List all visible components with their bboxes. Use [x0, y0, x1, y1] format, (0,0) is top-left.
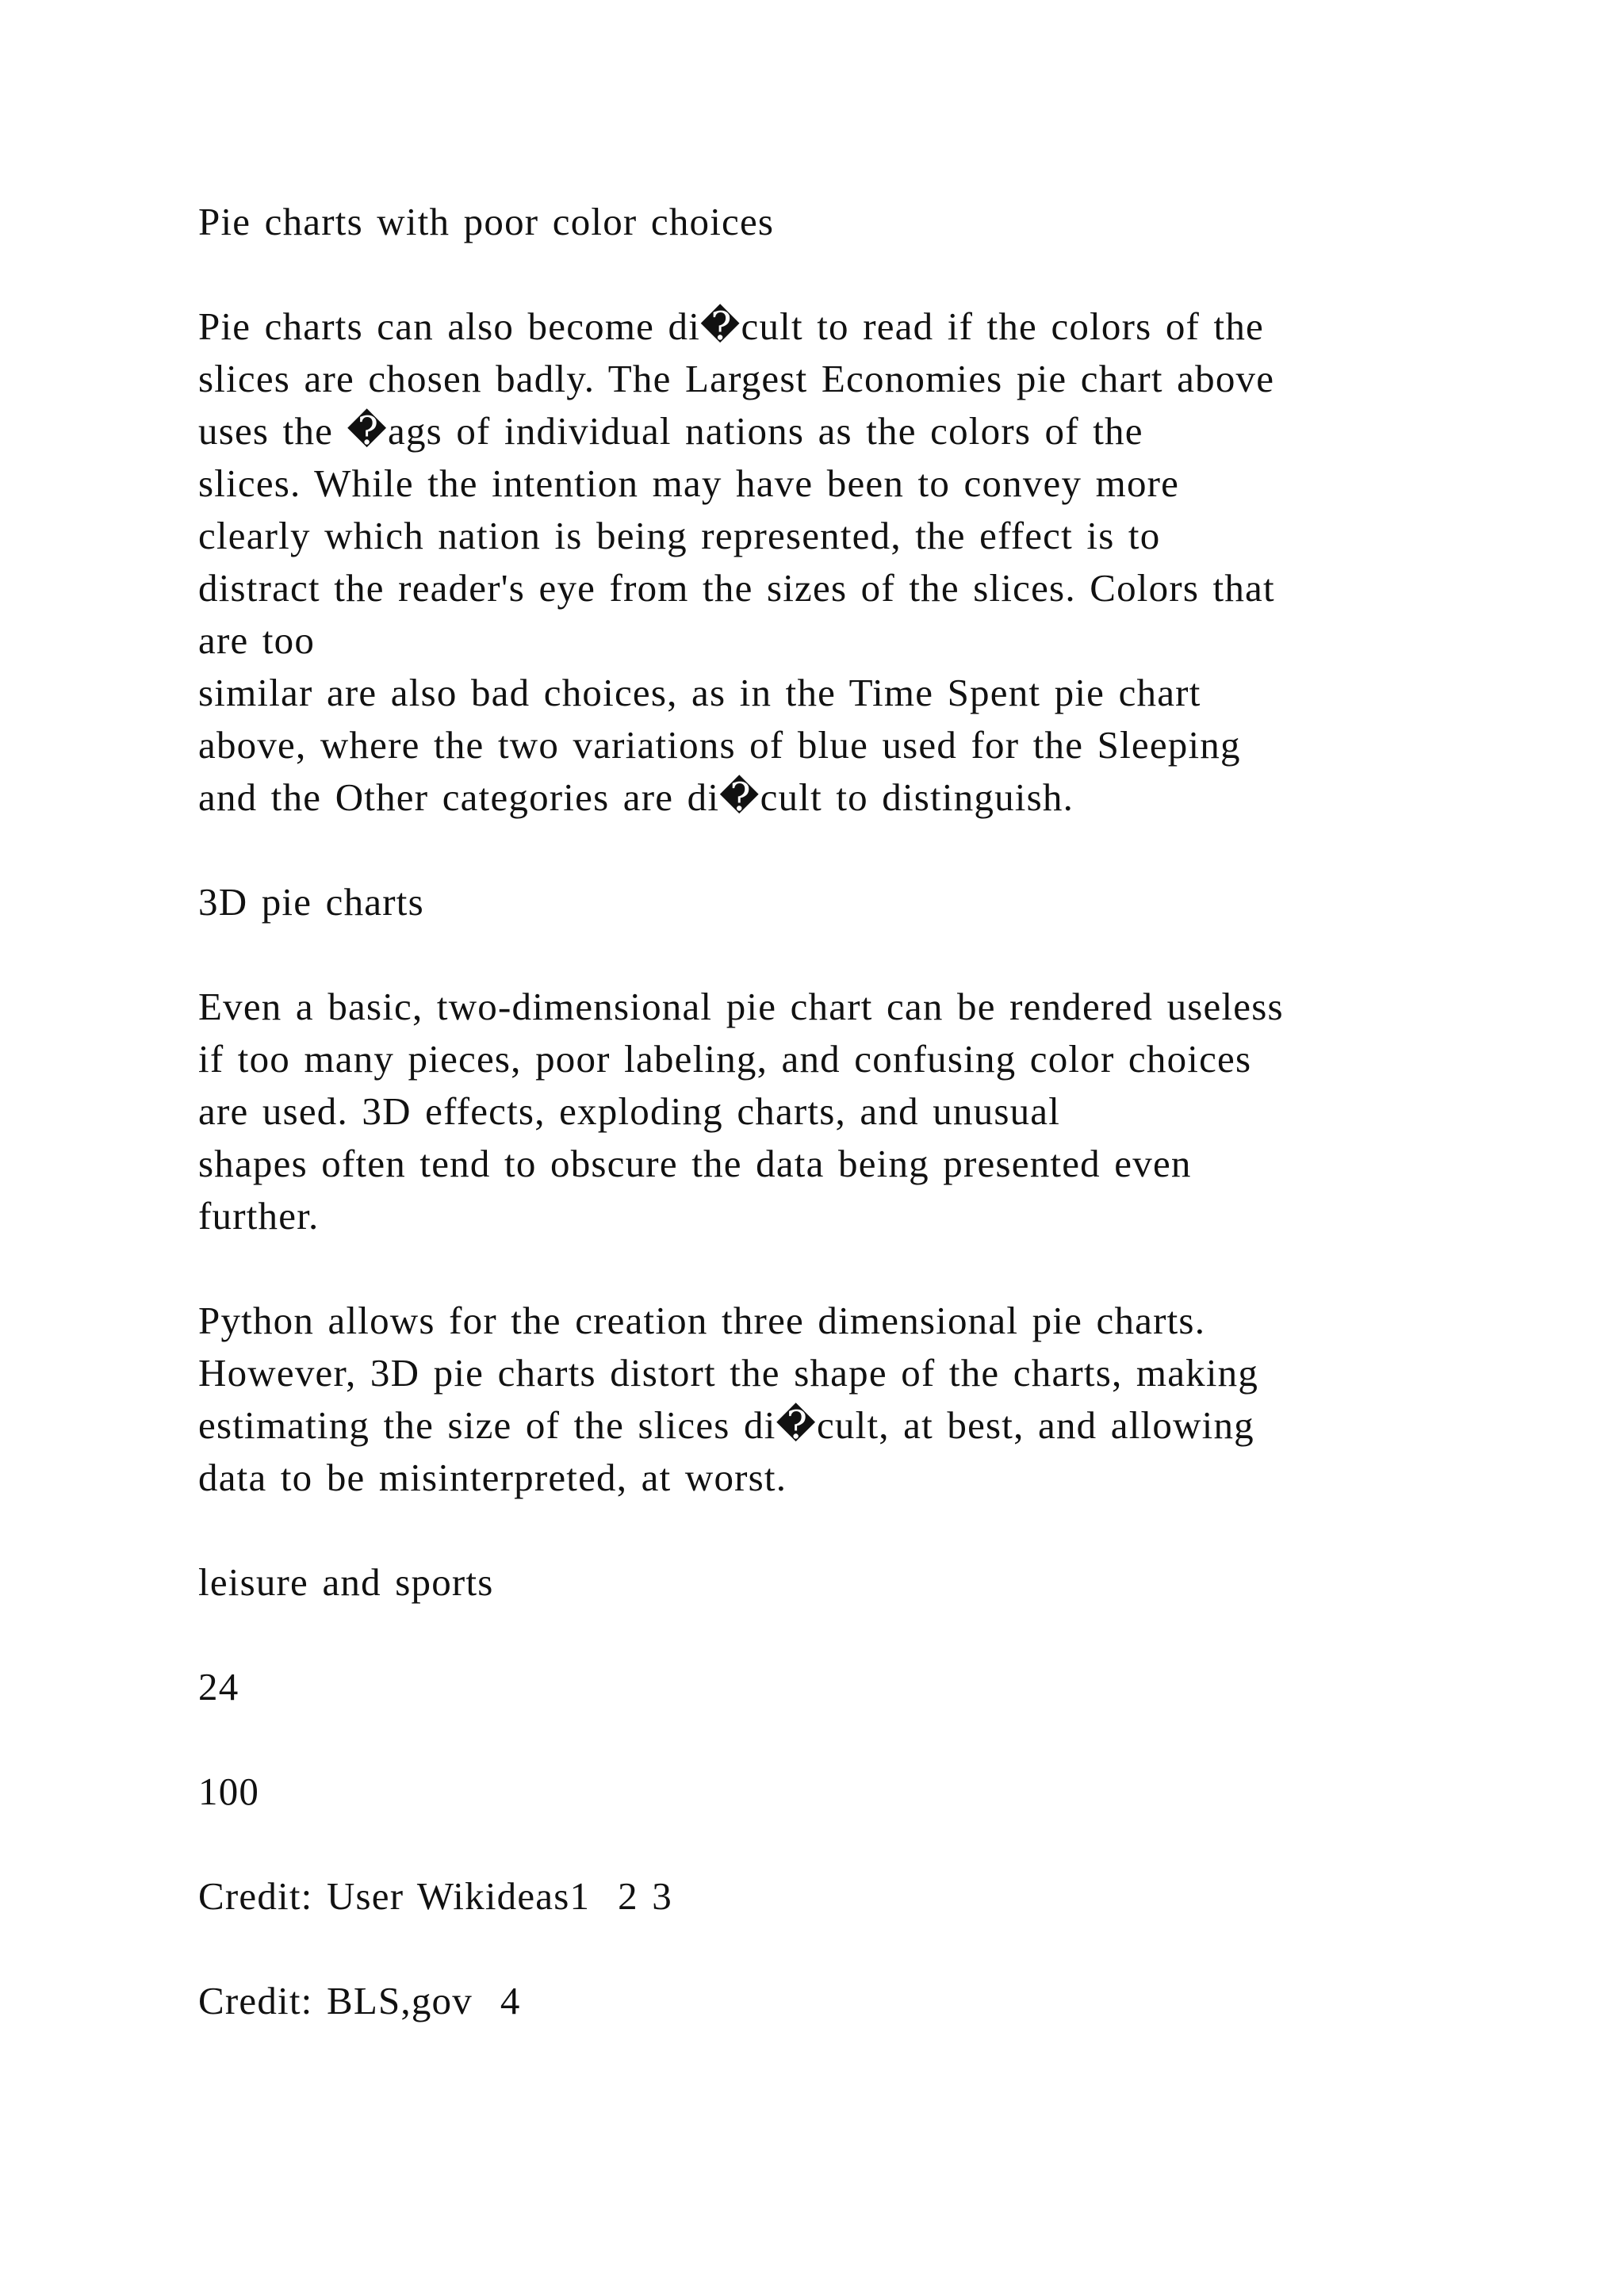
spacer — [198, 1818, 1515, 1870]
paragraph-line: are too — [198, 618, 316, 662]
credit-bls: Credit: BLS,gov 4 — [198, 1979, 521, 2022]
spacer — [198, 1242, 1515, 1295]
paragraph-python-3d — [198, 1295, 1515, 1504]
paragraph-line: However, 3D pie charts distort the shape of the charts, making — [198, 1351, 1259, 1395]
paragraph-line: Python allows for the creation three dimensional pie charts. — [198, 1299, 1206, 1342]
paragraph-line: clearly which nation is being represented, the effect is to — [198, 514, 1161, 557]
spacer — [198, 1713, 1515, 1766]
fragment-number-24: 24 — [198, 1665, 239, 1709]
fragment-number-100: 100 — [198, 1770, 260, 1813]
paragraph-line: uses the �ags of individual nations as the colors of the — [198, 409, 1143, 453]
paragraph-line: above, where the two variations of blue used for the Sleeping — [198, 723, 1241, 767]
spacer — [198, 928, 1515, 981]
paragraph-line: and the Other categories are di�cult to distinguish. — [198, 775, 1074, 819]
paragraph-line: similar are also bad choices, as in the Time Spent pie chart — [198, 671, 1201, 714]
paragraph-3d-effects — [198, 981, 1515, 1242]
section-heading-3d-pie: 3D pie charts — [198, 880, 424, 924]
credit-wikideas: Credit: User Wikideas1 2 3 — [198, 1874, 672, 1918]
paragraph-poor-colors — [198, 300, 1515, 824]
spacer — [198, 248, 1515, 300]
spacer — [198, 1609, 1515, 1661]
paragraph-line: slices. While the intention may have been to convey more — [198, 461, 1180, 505]
paragraph-line: are used. 3D effects, exploding charts, and unusual — [198, 1089, 1061, 1133]
paragraph-line: shapes often tend to obscure the data being presented even — [198, 1142, 1192, 1185]
paragraph-line: data to be misinterpreted, at worst. — [198, 1456, 787, 1499]
paragraph-line: estimating the size of the slices di�cult, at best, and allowing — [198, 1403, 1254, 1447]
document-body — [198, 196, 1515, 2027]
paragraph-line: if too many pieces, poor labeling, and confusing color choices — [198, 1037, 1252, 1081]
paragraph-line: slices are chosen badly. The Largest Economies pie chart above — [198, 357, 1275, 400]
paragraph-line: further. — [198, 1194, 320, 1238]
spacer — [198, 1923, 1515, 1975]
paragraph-line: distract the reader's eye from the sizes of the slices. Colors that — [198, 566, 1275, 610]
section-heading-poor-colors: Pie charts with poor color choices — [198, 200, 775, 243]
fragment-leisure-label: leisure and sports — [198, 1560, 494, 1604]
spacer — [198, 1504, 1515, 1556]
paragraph-line: Pie charts can also become di�cult to read if the colors of the — [198, 304, 1264, 348]
spacer — [198, 824, 1515, 876]
paragraph-line: Even a basic, two-dimensional pie chart can be rendered useless — [198, 985, 1284, 1028]
